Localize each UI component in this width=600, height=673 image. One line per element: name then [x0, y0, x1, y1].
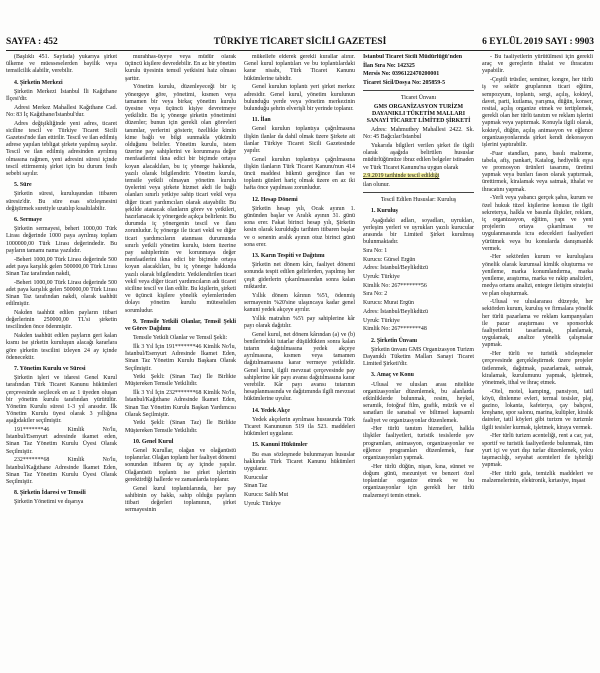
paragraph: Yukarıda bilgileri verilen şirket ile ilgili olarak aşağıda belirtilen hususlar müdürlüğümüze ibraz edilen belgeler istinaden ve Türk Ticaret Kanunu'na uygun olarak [363, 143, 474, 171]
paragraph: -Çeşitli trüstler, seminer, kongre, her türlü iş ve sektör gruplarının ticari eğitim, sempozyum, toplantı, sergi, açılış, kokteyl, davet, parti, kutlama, yarışma, düğün, konser, resital, açılış organize etmek ve tertiplemek, gerekli olan her türlü tanıtım ve reklam işlerini yapmak veya yaptırmak. Konuyla ilgili olarak, kokteyl, düğün, açılış animasyon ve eğlence organizasyonlarında şirket kendi dekorasyon işlerini yaptırabilir. [482, 77, 593, 148]
paragraph: Nakden taahhüt edilen payların itibari değerlerinin 250000,00 TL'si şirketin tescilinden önce ödenmiştir. [6, 310, 117, 331]
paragraph: -Beheri 1000,00 Türk Lirası değerinde 500 adet paya karşılık gelen 500000,00 Türk Lirası Sinan Taz tarafından nakdi, olarak taahhüt edilmiştir. [6, 279, 117, 308]
highlighted-text: 2.9.2019 tarihinde tescil edildiği [363, 173, 440, 180]
paragraph: Kurucu: Gürsel Ergün [363, 256, 416, 263]
paragraph: Mersis No: 0396122470200001 [363, 71, 440, 78]
paragraph: mükellefe elderek gerekli kurallar alınır. Genel kurul toplantıları ve bu toplantılardaki karar nisabı, Türk Ticaret Kanunu hükümlerine tabidir. [244, 54, 355, 82]
paragraph: Nakden taahhüt edilen payların geri kalan kısmı ise şirketin kuruluşun alacağı kararlara göre şirketin tescilini izleyen 24 ay içinde ödenecektir. [6, 333, 117, 361]
paragraph: Uyruk: Türkiye [363, 317, 400, 324]
paragraph: Genel Kurullar, olağan ve olağanüstü toplanırlar. Olağan toplantı her faaliyet dönemi sonundan itibaren üç ay içinde yapılır. Olağanüstü toplantı ise şirket işlerinin gerektirdiği hallerde ve zamanlarda toplanır. [125, 448, 236, 483]
paragraph: Şirketin ünvanı GMS Organizasyon Turizm Dayanıklı Tüketim Malları Sanayi Ticaret Limited Şirketi'dir. [363, 346, 474, 368]
paragraph: Adres: İstanbul/Beylikdüzü [363, 265, 428, 272]
section-heading: 4. Şirketin Merkezi [14, 79, 63, 86]
paragraph: -Her türlü ve turistik sözleşmeler çerçevesinde gerçekleştirmek üzere projeler üstlenmek, dağıtmak, pazarlamak, satmak, kiralamak, kurulumunu yapmak, işletmek, yönetmek, ithal ve ihraç etmek. [482, 351, 593, 386]
paragraph: İlan Sıra No: 142325 [363, 62, 415, 69]
paragraph: Aşağıdaki adları, soyadları, uyrukları, yerleşim yerleri ve uyrukları yazılı kurucular arasında bir Limited Şirket kurulmuş bulunmaktadır. [363, 217, 474, 246]
section-heading: 6. Sermaye [14, 217, 42, 224]
page-number: SAYFA : 452 [6, 37, 58, 47]
paragraph: Genel kurulun toplantı yeri şirket merkez adresidir. Genel kurul, yönetim kurulunun bulunduğu yerde veya yönetim merkezinin bulunduğu şehrin elverişli bir yerinde toplanır. [244, 84, 355, 112]
paragraph: Temsile Yetkili Olanlar ve Temsil Şekli: [133, 335, 228, 342]
paragraph: Şirketin hesap yılı, Ocak ayının 1. gününden başlar ve Aralık ayının 31. günü sona erer. Fakat birinci hesap yılı, Şirketin kesin olarak kurulduğu tarihten itibaren başlar ve o senenin aralık ayının otuz birinci günü sona erer. [244, 205, 355, 248]
paragraph: Sinan Taz [244, 483, 268, 490]
paragraph: -Her türlü tanıtım hizmetleri, halkla ilişkiler faaliyetleri, turistik tesislerde şov programları, animasyon, organizasyonlar ve eğlence programları düzenlemek, fuar organizasyonları yapmak. [363, 426, 474, 462]
paragraph: -Her türlü turizm acenteliği, rent a car, yat, sportif ve turistik faaliyetlerde bulunmak, tüm yurt içi ve yurt dışı turlar düzenlemek, yolcu taşımacılığı, seyahat acenteleri ile işbirliği yapmak. [482, 433, 593, 469]
column-3 [244, 54, 355, 673]
gazette-title: TÜRKİYE TİCARET SİCİLİ GAZETESİ [213, 37, 387, 47]
divider [363, 192, 474, 193]
paragraph: Şirketin süresi, kuruluşundan itibaren süresiz'dir. Bu süre esas sözleşmesini değiştirmek suretiyle uzatılıp kısaltılabilir. [6, 191, 117, 212]
section-heading: 8. Şirketin İdaresi ve Temsili [14, 490, 86, 497]
paragraph: Genel kurul, net dönem kârından (a) ve (b) bentlerindeki tutarlar düşüldükten sonra kalan tutarın dağıtılmasına yedek akçeye ayrılmasına, kısmen veya tamamen dağıtılmamasına karar vermeye yetkilidir. Genel kurul, ilgili mevzuat çerçevesinde pay sahiplerine kâr payı avansı dağıtılmasına karar verebilir. Kâr payı avansı tutarının hesaplanmasında ve dağıtımında ilgili mevzuat hükümlerine uyulur. [244, 331, 355, 403]
paragraph: -Beheri 1000,00 Türk Lirası değerinde 500 adet paya karşılık gelen 500000,00 Türk Lirası Sinan Taz tarafından nakdi, [6, 256, 117, 277]
column-2 [125, 54, 236, 673]
paragraph: Adres: Mahmutbey Mahallesi 2422. Sk. No: 45 Bağcılar/İstanbul [363, 127, 474, 141]
paragraph: Yetki Şekli: (Sinan Taz) İle Birlikte Müştereken Temsile Yetkilidir. [125, 420, 236, 434]
paragraph: Genel kurul toplantılarında, her pay sahibinin oy hakkı, sahip olduğu payların itibari değerleri toplamının, şirket sermayesinin [125, 485, 236, 514]
paragraph: Adresi Merkez Mahallesi Kağıthane Cad. No: 83 İç Kağıthane/İstanbul'dur. [6, 104, 117, 118]
paragraph: Şirketin Yönetimi ve dışarıya [14, 499, 84, 506]
paragraph: -Her sektörden kurum ve kuruluşlara yönelik olarak kurumsal kimlik oluşturma ve yenileme, marka konumlandırma, marka yenileme, araştırma, marka ve rakip analizleri, medya ortamı analizi, entegre iletişim stratejisi ve plan oluşturmak. [482, 254, 593, 297]
paragraph: İlk 3 Yıl İçin 232*******68 Kimlik No'lu, İstanbul/Kağıthane Adresinde İkamet Eden, Sinan Taz Yönetim Kurulu Başkan Yardımcısı Olarak Seçilmiştir. [125, 390, 236, 418]
paragraph: Adres değişikliğinde yeni adres, ticaret siciline tescil ve Türkiye Ticaret Sicili Gazetesi'nde ilan ettirilir. Tescil ve ilan edilmiş adrese yapılan tebligat şirkete yapılmış sayılır. Tescil ve ilan edilmiş adresinden ayrılmış olmasına rağmen, yeni adresini süresi içinde tescil ettirmemiş şirket için bu durum fesih sebebi sayılır. [6, 120, 117, 178]
paragraph: Genel kurulun toplantıya çağrılmasına ilişkin ilanlar da dahil olmak üzere Şirkete ait ilanlar Türkiye Ticaret Sicili Gazetesinde yapılır. [244, 126, 355, 154]
column-5 [482, 54, 593, 673]
paragraph: Adres: İstanbul/Beylikdüzü [363, 308, 428, 315]
paragraph: Yıllık matrahın %5'i pay sahiplerine kâr payı olarak dağıtılır. [244, 315, 355, 329]
section-heading: 1. Kuruluş [371, 208, 398, 215]
paragraph: Genel kurulun toplantıya çağrılmasına ilişkin ilanların Türk Ticaret Kanunu'nun 414 üncü maddesi hükmü gereğince ilan ve toplantı günleri hariç olmak üzere en az iki hafta önce yapılması zorunludur. [244, 156, 355, 192]
paragraph: GMS ORGANİZASYON TURİZM DAYANIKLI TÜKETİM MALLARI SANAYİ TİCARET LİMİTED ŞİRKETİ [366, 104, 471, 125]
paragraph: - Bu faaliyetlerin yürütülmesi için gerekli araç ve gereçlerin ithalat ve ihracatını yapabilir. [482, 54, 593, 75]
paragraph: Kurucu: Murat Ergün [363, 300, 414, 307]
paragraph: (Başlıklı 451. Sayfada) yukarıya şirket ülkeme ve müesseselerden bayilik veya temsilcilik alabilir, verebilir. [6, 54, 117, 75]
section-heading: 15. Kanuni Hükümler [252, 442, 308, 449]
section-heading: 11. İlan [252, 117, 271, 124]
section-heading: 7. Yönetim Kurulu ve Süresi [14, 365, 86, 372]
divider [363, 90, 474, 91]
paragraph: Şirketin Merkezi İstanbul İli Kağıthane İlçesi'dir. [6, 88, 117, 103]
paragraph: -Ulusal ve ulusları arası nitelikte organizasyonlar düzenlemek, bu alanlarda etkinliklerde bulunmak, resim, heykel, seramik, fotoğraf film, grafik, müzik ve el sanatları ile sanatsal ve bilimsel kapsamlı faaliyet ve organizasyonlar düzenlemek. [363, 381, 474, 424]
paragraph: Tescil Edilen Hususlar: Kuruluş [380, 197, 457, 204]
paragraph: Kimlik No: 267*******56 [363, 282, 427, 289]
section-heading: 12. Hesap Dönemi [252, 196, 298, 203]
columns-container [6, 54, 594, 673]
section-heading: 13. Karın Tespiti ve Dağıtımı [252, 253, 325, 260]
paragraph: Yetki Şekli: (Sinan Taz) İle Birlikte Müştereken Temsile Yetkilidir. [125, 374, 236, 388]
paragraph: Bu esas sözleşmede bulunmayan hususlar hakkında Türk Ticaret Kanunu hükümleri uygulanır. [244, 451, 355, 473]
paragraph: Kurucu: Salih Mut [244, 492, 289, 499]
paragraph: Uyruk: Türkiye [244, 500, 281, 507]
section-heading: 2. Şirketin Ünvanı [371, 337, 417, 344]
paragraph: -Yerli veya yabancı gerçek şahıs, kurum ve özel hukuk tüzel kişilerine konusu ile ilgili sekreterya, halkla ve basınla ilişkiler, reklam, iç organizasyon, eğitim, yapı ve yeni projelerin ortaya çıkarılması ve uygulanmasında icra edecekleri faaliyetleri yürütmek veya bu konularda danışmanlık vermek. [482, 195, 593, 252]
paragraph: 232*******68 Kimlik No'lu, İstanbul/Kağıthane Adresinde İkamet Eden, Sinan Taz Yönetim Kurulu Üyesi Olarak Seçilmiştir. [6, 457, 117, 485]
section-heading: 5. Süre [14, 182, 32, 189]
paragraph: -Fuar standları, pano, basılı malzeme, tabela, afiş, pankart, Katalog, hediyelik eşya ve promosyon ürünleri tasarımı, üretimi yapmak veya bunları fason olarak yaptırmak, ürettirmek, kiralamak veya satmak, ithalat ve ihracatını yapmak. [482, 150, 593, 193]
paragraph: Sıra No: 2 [363, 291, 388, 298]
page-header [6, 34, 594, 51]
paragraph: Şirketin işleri ve idaresi Genel Kurul tarafından Türk Ticaret Kanunu hükümleri çerçevesinde seçilecek en az 1 üyeden oluşan bir yönetim kurulu tarafından yürütülür. Yönetim Kurulu süresi 1-3 yıl arasıdır. İlk Yönetim Kurulu üyesi olarak 3 yıllığına aşağıdakiler seçilmiştir. [6, 375, 117, 425]
paragraph: Kurucular [244, 474, 268, 481]
paragraph: Yıllık dönem kârının %5'i, ödenmiş sermayenin %20'sine ulaşıncaya kadar genel kanuni yedek akçeye ayrılır. [244, 292, 355, 313]
paragraph: İstanbul Ticaret Sicili Müdürlüğü'nden [363, 54, 463, 60]
paragraph: Şirketin net dönem kârı, faaliyet dönemi sonunda tespit edilen gelirlerden, yapılmış her çeşit giderlerin çıkarılmasından sonra kalan miktardır. [244, 262, 355, 290]
paragraph: Kimlik No: 267*******48 [363, 326, 427, 333]
paragraph: ilan olunur. [363, 182, 390, 189]
section-heading: 9. Temsile Yetkili Olanlar, Temsil Şekli ve Görev Dağılımı [125, 318, 236, 333]
paragraph: Sıra No: 1 [363, 247, 388, 254]
column-4 [363, 54, 474, 673]
paragraph: İlk 3 Yıl İçin 191*******46 Kimlik No'lu, İstanbul/Esenyurt Adresinde İkamet Eden, Sinan Taz Yönetim Kurulu Başkanı Olarak Seçilmiştir. [125, 343, 236, 372]
section-heading: 3. Amaç ve Konu [371, 372, 414, 379]
paragraph: Uyruk: Türkiye [363, 274, 400, 281]
paragraph: Yönetim kurulu, düzenleyeceği bir iç yönergeye göre, yönetimi, kısmen veya tamamen bir veya birkaç yönetim kurulu üyesine veya üçüncü kişiye devretmeye yetkilidir. Bu iç yönerge şirketin yönetimini düzenler; bunun için gerekli olan görevleri tanımlar, yerlerini gösterir, özellikle kimin kime bağlı ve bilgi sunmakla yükümlü olduğunu belirler. Yönetim kurulu, istem üzerine pay sahiplerini ve korunmaya değer menfaatlerini ikna edici bir biçimde ortaya koyan alacaklıları, bu iç yönerge hakkında, yazılı olarak bilgilendirir. Yönetim kurulu, temsile yetkili olmayan yönetim kurulu üyelerini veya şirkete hizmet akdi ile bağlı olanları sınırlı yetkiye sahip ticari vekil veya diğer ticari yardımcıları olarak atayabilir. Bu şekilde atanacak olanların görev ve yetkileri, hazırlanacak iç yönergede açıkça belirlenir. Bu durumda iç yönergenin tescil ve ilanı zorunludur. İç yönerge ile ticari vekil ve diğer ticari yardımcıların atanması durumunda sınırlı yetkili yönetim kurulu, istem üzerine pay sahiplerinin ve korunmaya değer menfaatlerini ikna edici bir biçimde ortaya koyan alacaklıları, bu iç yönerge hakkında yazılı olarak bilgilendirir. Yetkilendirilen ticari vekil veya diğer ticari yardımcıların adı ticaret siciline tescil ve ilan edilir. Bu kişilerin, şirketi ve üçüncü kişilere yönelik eylemlerinden dolayı yönetim kurulu müteselsilen sorumludur. [125, 84, 236, 314]
section-heading: 10. Genel Kurul [133, 438, 174, 445]
section-heading: 14. Yedek Akçe [252, 407, 290, 414]
paragraph: -Ulusal ve uluslararası düzeyde, her sektörden kurum, kuruluş ve firmalara yönelik her türlü pazarlama ve reklam kampanyaları ile pazar araştırması ve sponsorluk faaliyetlerini tasarlamak, planlamak, uygulamak, analize yönelik çalışmalar yapmak. [482, 299, 593, 349]
paragraph: -Her türlü düğün, nişan, kına, sünnet ve doğum günü, mezuniyet ve benzeri özel toplantılar organize etmek ve bu organizasyonlar için gerekli her türlü malzemeyi temin etmek. [363, 463, 474, 499]
issue-date: 6 EYLÜL 2019 SAYI : 9903 [482, 37, 594, 47]
paragraph: 191*******46 Kimlik No'lu, İstanbul/Esenyurt adresinde ikamet eden, Sinan Taz Yönetim Kurulu Üyesi Olarak Seçilmiştir. [6, 427, 117, 455]
paragraph [363, 173, 474, 180]
paragraph: -Otel, motel, kamping, pansiyon, tatil köyü, dinlenme evleri, termal tesisler, plaj, gazino, lokanta, kafeterya, çay bahçesi, kreşhane, spor salonu, marina, kulüpler, kiralık daireler, tatil köyleri gibi turizm ve turizmle ilgili tesisler kurmak, işletmek, kiraya vermek. [482, 388, 593, 431]
paragraph: Şirketin sermayesi, beheri 1000,00 Türk Lirası değerinde 1000 paya ayrılmış toplam 1000000,00 Türk Lirası değerindedir. Bu payların tamamı nama yazılıdır. [6, 226, 117, 254]
paragraph: Ticaret Sicil/Dosya No: 205859-5 [363, 80, 446, 87]
paragraph: Yedek akçelerin ayrılması hususunda Türk Ticaret Kanununun 519 ila 523. maddeleri hükümleri uygulanır. [244, 416, 355, 438]
paragraph: -Her türlü gıda, temizlik maddeleri ve malzemelerinin, elektronik, kırtasiye, inşaat [482, 470, 593, 485]
paragraph: Ticaret Ünvanı [400, 95, 437, 102]
paragraph: murahhas-üyeye veya müdür olarak üçüncü kişilere devredebilir. En az bir yönetim kurulu üyesinin temsil yetkisini haiz olması şarttır. [125, 54, 236, 82]
column-1 [6, 54, 117, 673]
